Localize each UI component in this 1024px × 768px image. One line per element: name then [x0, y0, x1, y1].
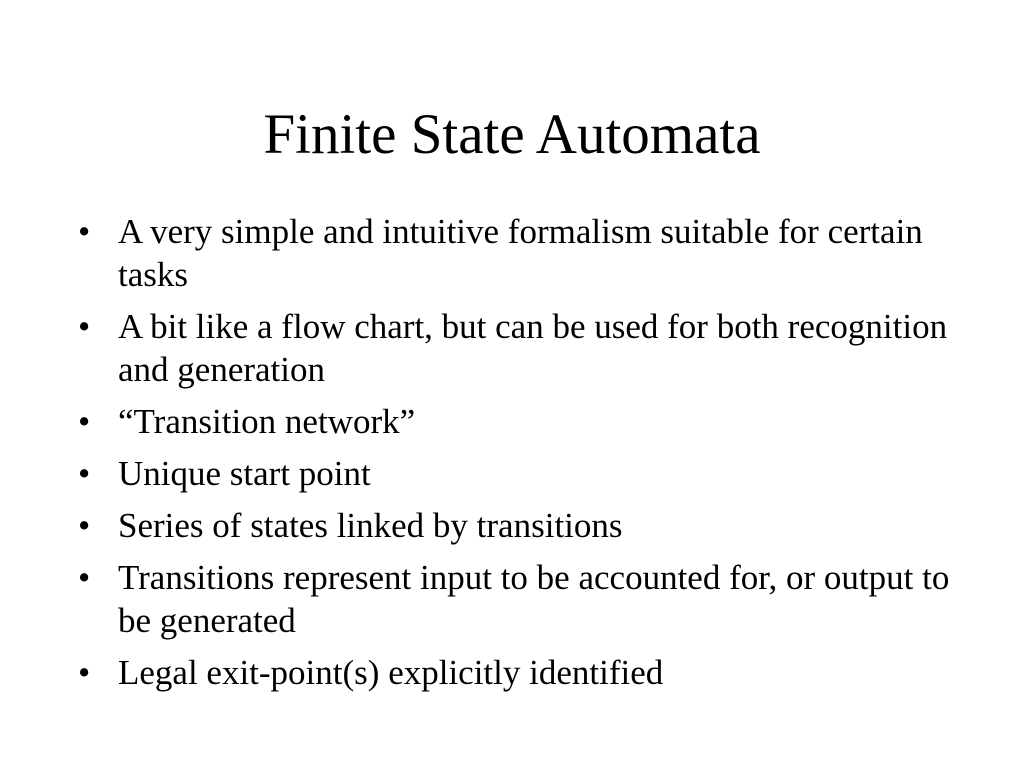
bullet-icon: • [78, 307, 91, 346]
bullet-icon: • [78, 212, 91, 251]
bullet-text: A very simple and intuitive formalism suitable for certain tasks [118, 212, 923, 294]
bullet-item [78, 400, 958, 443]
bullet-icon: • [78, 454, 91, 493]
bullet-item [78, 651, 958, 694]
bullet-text: Legal exit-point(s) explicitly identified [118, 653, 664, 692]
bullet-text: Series of states linked by transitions [118, 506, 623, 545]
bullet-icon: • [78, 653, 91, 692]
slide-title: Finite State Automata [263, 103, 761, 166]
bullet-text: “Transition network” [118, 402, 416, 441]
bullet-item [78, 210, 958, 296]
bullet-text: Transitions represent input to be accounted for, or output to be generated [118, 558, 950, 640]
bullet-item [78, 556, 958, 642]
bullet-list [78, 210, 958, 703]
bullet-item [78, 504, 958, 547]
bullet-item [78, 305, 958, 391]
bullet-item [78, 452, 958, 495]
bullet-text: Unique start point [118, 454, 371, 493]
bullet-icon: • [78, 506, 91, 545]
bullet-icon: • [78, 402, 91, 441]
bullet-icon: • [78, 558, 91, 597]
bullet-text: A bit like a flow chart, but can be used for both recognition and generation [118, 307, 948, 389]
